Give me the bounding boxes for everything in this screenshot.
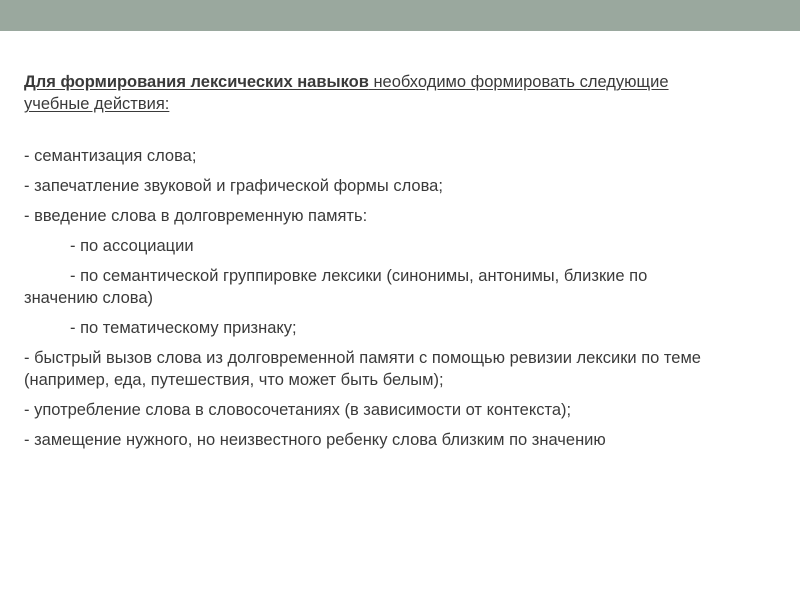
list-subitem-thematic: - по тематическому признаку; <box>70 319 297 337</box>
slide-content <box>24 71 704 459</box>
heading-bold-part: Для формирования лексических навыков <box>24 73 369 91</box>
list-subitem-semantic-grouping: - по семантической группировке лексики (синонимы, антонимы, близкие по значению слова) <box>24 267 648 307</box>
spacer <box>24 115 704 145</box>
heading-normal-part: необходимо формировать следующие учебные действия: <box>24 73 669 113</box>
top-banner <box>0 0 800 31</box>
list-item-quick-recall: - быстрый вызов слова из долговременной памяти с помощью ревизии лексики по теме (например, еда, путешествия, что может быть белым); <box>24 349 701 389</box>
slide-heading <box>24 71 704 115</box>
list-subitem-association: - по ассоциации <box>70 237 194 255</box>
list-item-semantization: - семантизация слова; <box>24 147 197 165</box>
list-item-collocations: - употребление слова в словосочетаниях (в зависимости от контекста); <box>24 401 572 419</box>
list-item-long-term-memory: - введение слова в долговременную память: <box>24 207 368 225</box>
list-item-imprinting: - запечатление звуковой и графической формы слова; <box>24 177 443 195</box>
list-item-substitution: - замещение нужного, но неизвестного ребенку слова близким по значению <box>24 431 606 449</box>
